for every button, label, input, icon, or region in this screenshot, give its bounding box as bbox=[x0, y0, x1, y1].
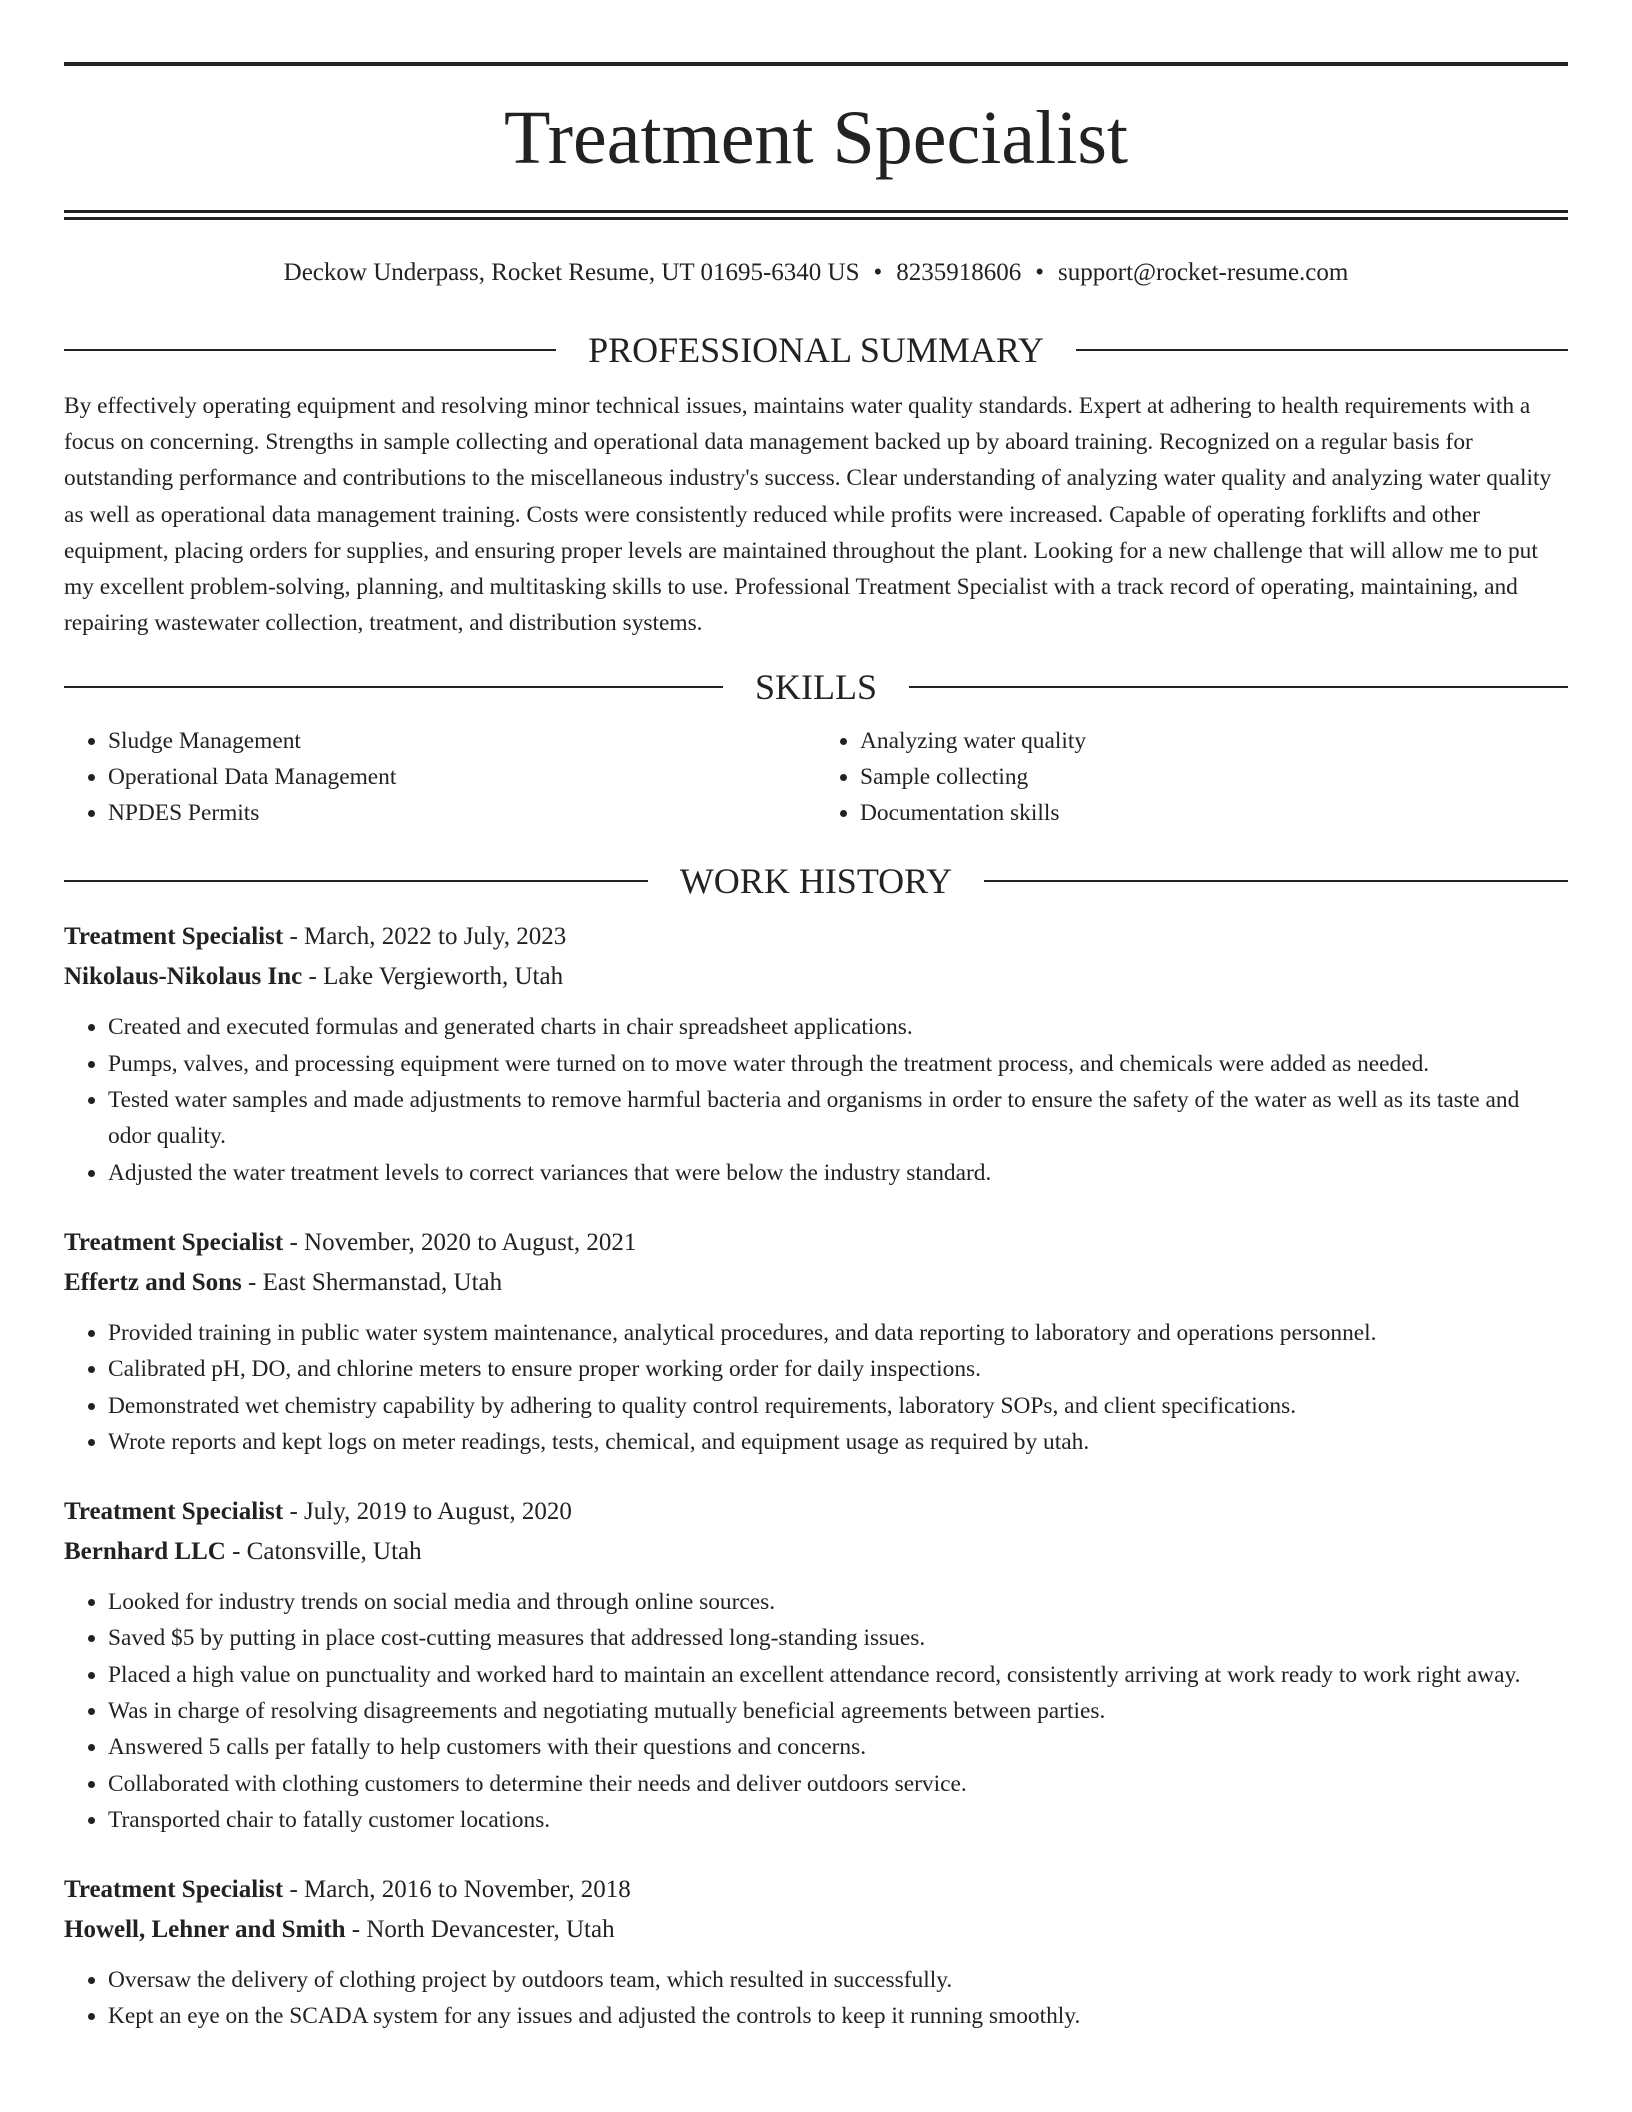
job-bullet: • Collaborated with clothing customers to determine their needs and deliver outdoors service. bbox=[108, 1766, 1568, 1802]
job-bullet: • Transported chair to fatally customer locations. bbox=[108, 1802, 1568, 1838]
divider-line bbox=[64, 880, 648, 882]
skills-column-left bbox=[64, 723, 816, 831]
job-location: Lake Vergieworth, Utah bbox=[323, 963, 564, 991]
work-heading: WORK HISTORY bbox=[679, 861, 953, 902]
job-bullet: • Pumps, valves, and processing equipment were turned on to move water through the treatment process, and chemicals were added as needed. bbox=[108, 1046, 1568, 1082]
job-location: East Shermanstad, Utah bbox=[262, 1268, 503, 1296]
contact-line bbox=[64, 258, 1568, 288]
work-heading-row bbox=[64, 859, 1568, 903]
job-bullet: • Oversaw the delivery of clothing project by outdoors team, which resulted in successfully. bbox=[108, 1962, 1568, 1998]
job-bullet: • Tested water samples and made adjustments to remove harmful bacteria and organisms in order to ensure the safety of the water as well as its taste and odor quality. bbox=[108, 1082, 1568, 1155]
skill-item: • Documentation skills bbox=[860, 795, 1568, 831]
contact-separator: • bbox=[1035, 259, 1045, 286]
job-bullet: • Created and executed formulas and generated charts in chair spreadsheet applications. bbox=[108, 1009, 1568, 1045]
job-title-line: Treatment Specialist - November, 2020 to August, 2021 bbox=[64, 1228, 637, 1256]
job-title-line: Treatment Specialist - March, 2022 to July, 2023 bbox=[64, 923, 567, 951]
job-company: Nikolaus-Nikolaus Inc bbox=[64, 963, 303, 991]
work-history-list bbox=[64, 917, 1568, 2034]
job-entry bbox=[64, 1870, 1568, 2035]
job-bullet: • Provided training in public water system maintenance, analytical procedures, and data reporting to laboratory and operations personnel. bbox=[108, 1315, 1568, 1351]
job-bullet: • Adjusted the water treatment levels to correct variances that were below the industry standard. bbox=[108, 1155, 1568, 1191]
contact-email[interactable]: support@rocket-resume.com bbox=[1058, 259, 1349, 286]
resume-content bbox=[64, 62, 1568, 2035]
divider-line bbox=[64, 686, 723, 688]
skills-list bbox=[64, 723, 1568, 831]
job-company: Bernhard LLC bbox=[64, 1538, 226, 1566]
job-bullet: • Answered 5 calls per fatally to help customers with their questions and concerns. bbox=[108, 1729, 1568, 1765]
job-company: Effertz and Sons bbox=[64, 1268, 242, 1296]
summary-text: By effectively operating equipment and resolving minor technical issues, maintains water quality standards. Expert at adhering to health requirements with a focus on concerning. Strengths in sample collecting and operational data management backed up by aboard training. Recognized on a regular basis for outstanding performance and contributions to the miscellaneous industry's success. Clear understanding of analyzing water quality and analyzing water quality as well as operational data management training. Costs were consistently reduced while profits were increased. Capable of operating forklifts and other equipment, placing orders for supplies, and ensuring proper levels are maintained throughout the plant. Looking for a new challenge that will allow me to put my excellent problem-solving, planning, and multitasking skills to use. Professional Treatment Specialist with a track record of operating, maintaining, and repairing wastewater collection, treatment, and distribution systems. bbox=[64, 393, 1552, 637]
job-bullets bbox=[64, 1315, 1568, 1460]
job-company: Howell, Lehner and Smith bbox=[64, 1916, 346, 1944]
skill-item: • Sludge Management bbox=[108, 723, 816, 759]
job-title-line: Treatment Specialist - March, 2016 to November, 2018 bbox=[64, 1876, 631, 1904]
divider-line bbox=[1076, 349, 1568, 351]
job-dates: July, 2019 to August, 2020 bbox=[304, 1498, 572, 1526]
job-title: Treatment Specialist bbox=[64, 1228, 284, 1256]
job-bullet: • Placed a high value on punctuality and worked hard to maintain an excellent attendance record, consistently arriving at work ready to work right away. bbox=[108, 1657, 1568, 1693]
contact-separator: • bbox=[873, 259, 883, 286]
job-bullet: • Calibrated pH, DO, and chlorine meters to ensure proper working order for daily inspections. bbox=[108, 1351, 1568, 1387]
divider-line bbox=[64, 349, 556, 351]
skill-item: • Sample collecting bbox=[860, 759, 1568, 795]
skills-heading: SKILLS bbox=[755, 667, 878, 708]
job-company-line: Howell, Lehner and Smith - North Devancester, Utah bbox=[64, 1916, 615, 1944]
job-title: Treatment Specialist bbox=[64, 1498, 284, 1526]
job-entry bbox=[64, 1492, 1568, 1838]
job-dates: March, 2016 to November, 2018 bbox=[304, 1876, 631, 1904]
job-entry bbox=[64, 917, 1568, 1190]
summary-heading: PROFESSIONAL SUMMARY bbox=[588, 330, 1044, 370]
job-title-line: Treatment Specialist - July, 2019 to August, 2020 bbox=[64, 1498, 572, 1526]
job-bullets bbox=[64, 1584, 1568, 1838]
job-location: Catonsville, Utah bbox=[246, 1538, 422, 1566]
job-bullet: • Demonstrated wet chemistry capability by adhering to quality control requirements, laboratory SOPs, and client specifications. bbox=[108, 1388, 1568, 1424]
skill-item: • Analyzing water quality bbox=[860, 723, 1568, 759]
skill-item: • Operational Data Management bbox=[108, 759, 816, 795]
job-bullet: • Kept an eye on the SCADA system for any issues and adjusted the controls to keep it running smoothly. bbox=[108, 1998, 1568, 2034]
job-entry bbox=[64, 1223, 1568, 1460]
job-company-line: Bernhard LLC - Catonsville, Utah bbox=[64, 1538, 422, 1566]
job-dates: March, 2022 to July, 2023 bbox=[304, 923, 567, 951]
job-bullet: • Wrote reports and kept logs on meter readings, tests, chemical, and equipment usage as required by utah. bbox=[108, 1424, 1568, 1460]
job-title: Treatment Specialist bbox=[64, 1876, 284, 1904]
skills-column-right bbox=[816, 723, 1568, 831]
divider-line bbox=[984, 880, 1568, 882]
contact-address: Deckow Underpass, Rocket Resume, UT 01695-6340 US bbox=[283, 259, 860, 286]
summary-heading-row bbox=[64, 328, 1568, 372]
skill-item: • NPDES Permits bbox=[108, 795, 816, 831]
job-bullets bbox=[64, 1962, 1568, 2035]
job-company-line: Effertz and Sons - East Shermanstad, Utah bbox=[64, 1268, 503, 1296]
job-location: North Devancester, Utah bbox=[366, 1916, 615, 1944]
job-bullet: • Looked for industry trends on social media and through online sources. bbox=[108, 1584, 1568, 1620]
job-company-line: Nikolaus-Nikolaus Inc - Lake Vergieworth, Utah bbox=[64, 963, 564, 991]
job-bullets bbox=[64, 1009, 1568, 1190]
skills-heading-row bbox=[64, 665, 1568, 709]
divider-line bbox=[909, 686, 1568, 688]
resume-title: Treatment Specialist bbox=[503, 96, 1129, 180]
contact-phone: 8235918606 bbox=[896, 259, 1022, 286]
job-title: Treatment Specialist bbox=[64, 923, 284, 951]
job-bullet: • Saved $5 by putting in place cost-cutting measures that addressed long-standing issues. bbox=[108, 1620, 1568, 1656]
job-dates: November, 2020 to August, 2021 bbox=[304, 1228, 637, 1256]
title-double-rule bbox=[64, 210, 1568, 220]
job-bullet: • Was in charge of resolving disagreements and negotiating mutually beneficial agreements between parties. bbox=[108, 1693, 1568, 1729]
